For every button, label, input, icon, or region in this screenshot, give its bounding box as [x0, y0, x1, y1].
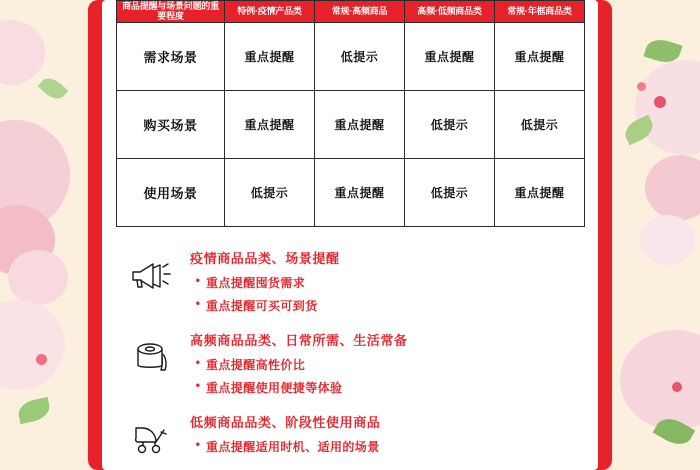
table-cell: 低提示: [495, 90, 585, 158]
bullet-marker: •: [195, 378, 201, 392]
table-cell: 重点提醒: [225, 90, 315, 158]
table-header-row: [117, 1, 585, 23]
category-section: [116, 330, 586, 402]
content-card-inner: [102, 0, 598, 470]
toilet-paper-icon: [116, 330, 186, 376]
berry-icon: [637, 82, 646, 91]
bullet-marker: •: [195, 296, 201, 310]
berry-icon: [654, 96, 666, 108]
bullet-marker: •: [195, 437, 201, 451]
table-cell: 重点提醒: [315, 90, 405, 158]
table-cell: 重点提醒: [315, 158, 405, 226]
table-header-cell: 特例·疫情产品类: [225, 1, 315, 23]
table-cell: 低提示: [405, 90, 495, 158]
section-bullet: [190, 438, 586, 455]
table-row: [117, 158, 585, 226]
bullet-text: 重点提醒高性价比: [206, 358, 306, 372]
table-row-label: 使用场景: [117, 158, 225, 226]
content-card: [88, 0, 612, 470]
table-header-cell: 高频·低频商品类: [405, 1, 495, 23]
table-cell: 重点提醒: [405, 22, 495, 90]
bullet-marker: •: [195, 273, 201, 287]
section-title: 低频商品品类、阶段性使用商品: [190, 415, 381, 430]
table-header-cell: 商品提醒与场景问题的重要程度: [117, 1, 225, 23]
table-header-cell: 常规·高频商品: [315, 1, 405, 23]
section-bullet: [190, 356, 586, 373]
section-bullet: [190, 297, 586, 314]
table-row-label: 购买场景: [117, 90, 225, 158]
table-cell: 重点提醒: [495, 158, 585, 226]
decorative-blob: [640, 215, 695, 265]
table-row: [117, 22, 585, 90]
category-section-body: [186, 330, 586, 402]
section-title: 疫情商品品类、场景提醒: [190, 251, 340, 266]
category-section: [116, 248, 586, 320]
table-cell: 低提示: [405, 158, 495, 226]
bullet-text: 重点提醒适用时机、适用的场景: [206, 440, 380, 454]
table-header-cell: 常规·年框商品类: [495, 1, 585, 23]
table-row: [117, 90, 585, 158]
category-sections: [116, 248, 586, 470]
category-section-body: [186, 248, 586, 320]
decorative-blob: [8, 250, 68, 305]
table-row-label: 需求场景: [117, 22, 225, 90]
table-cell: 重点提醒: [225, 22, 315, 90]
table-cell: 重点提醒: [495, 22, 585, 90]
table-cell: 低提示: [225, 158, 315, 226]
megaphone-icon: [116, 248, 186, 292]
berry-icon: [672, 382, 682, 392]
bullet-text: 重点提醒可买可到货: [206, 299, 318, 313]
table-cell: 低提示: [315, 22, 405, 90]
category-section-body: [186, 412, 586, 461]
bullet-marker: •: [195, 355, 201, 369]
category-section: [116, 412, 586, 461]
berry-icon: [36, 354, 47, 365]
bullet-text: 重点提醒囤货需求: [206, 276, 306, 290]
bullet-text: 重点提醒使用便捷等体验: [206, 381, 343, 395]
stroller-icon: [116, 412, 186, 456]
section-bullet: [190, 274, 586, 291]
section-bullet: [190, 379, 586, 396]
section-title: 高频商品品类、日常所需、生活常备: [190, 333, 408, 348]
scene-priority-table: [116, 0, 584, 227]
